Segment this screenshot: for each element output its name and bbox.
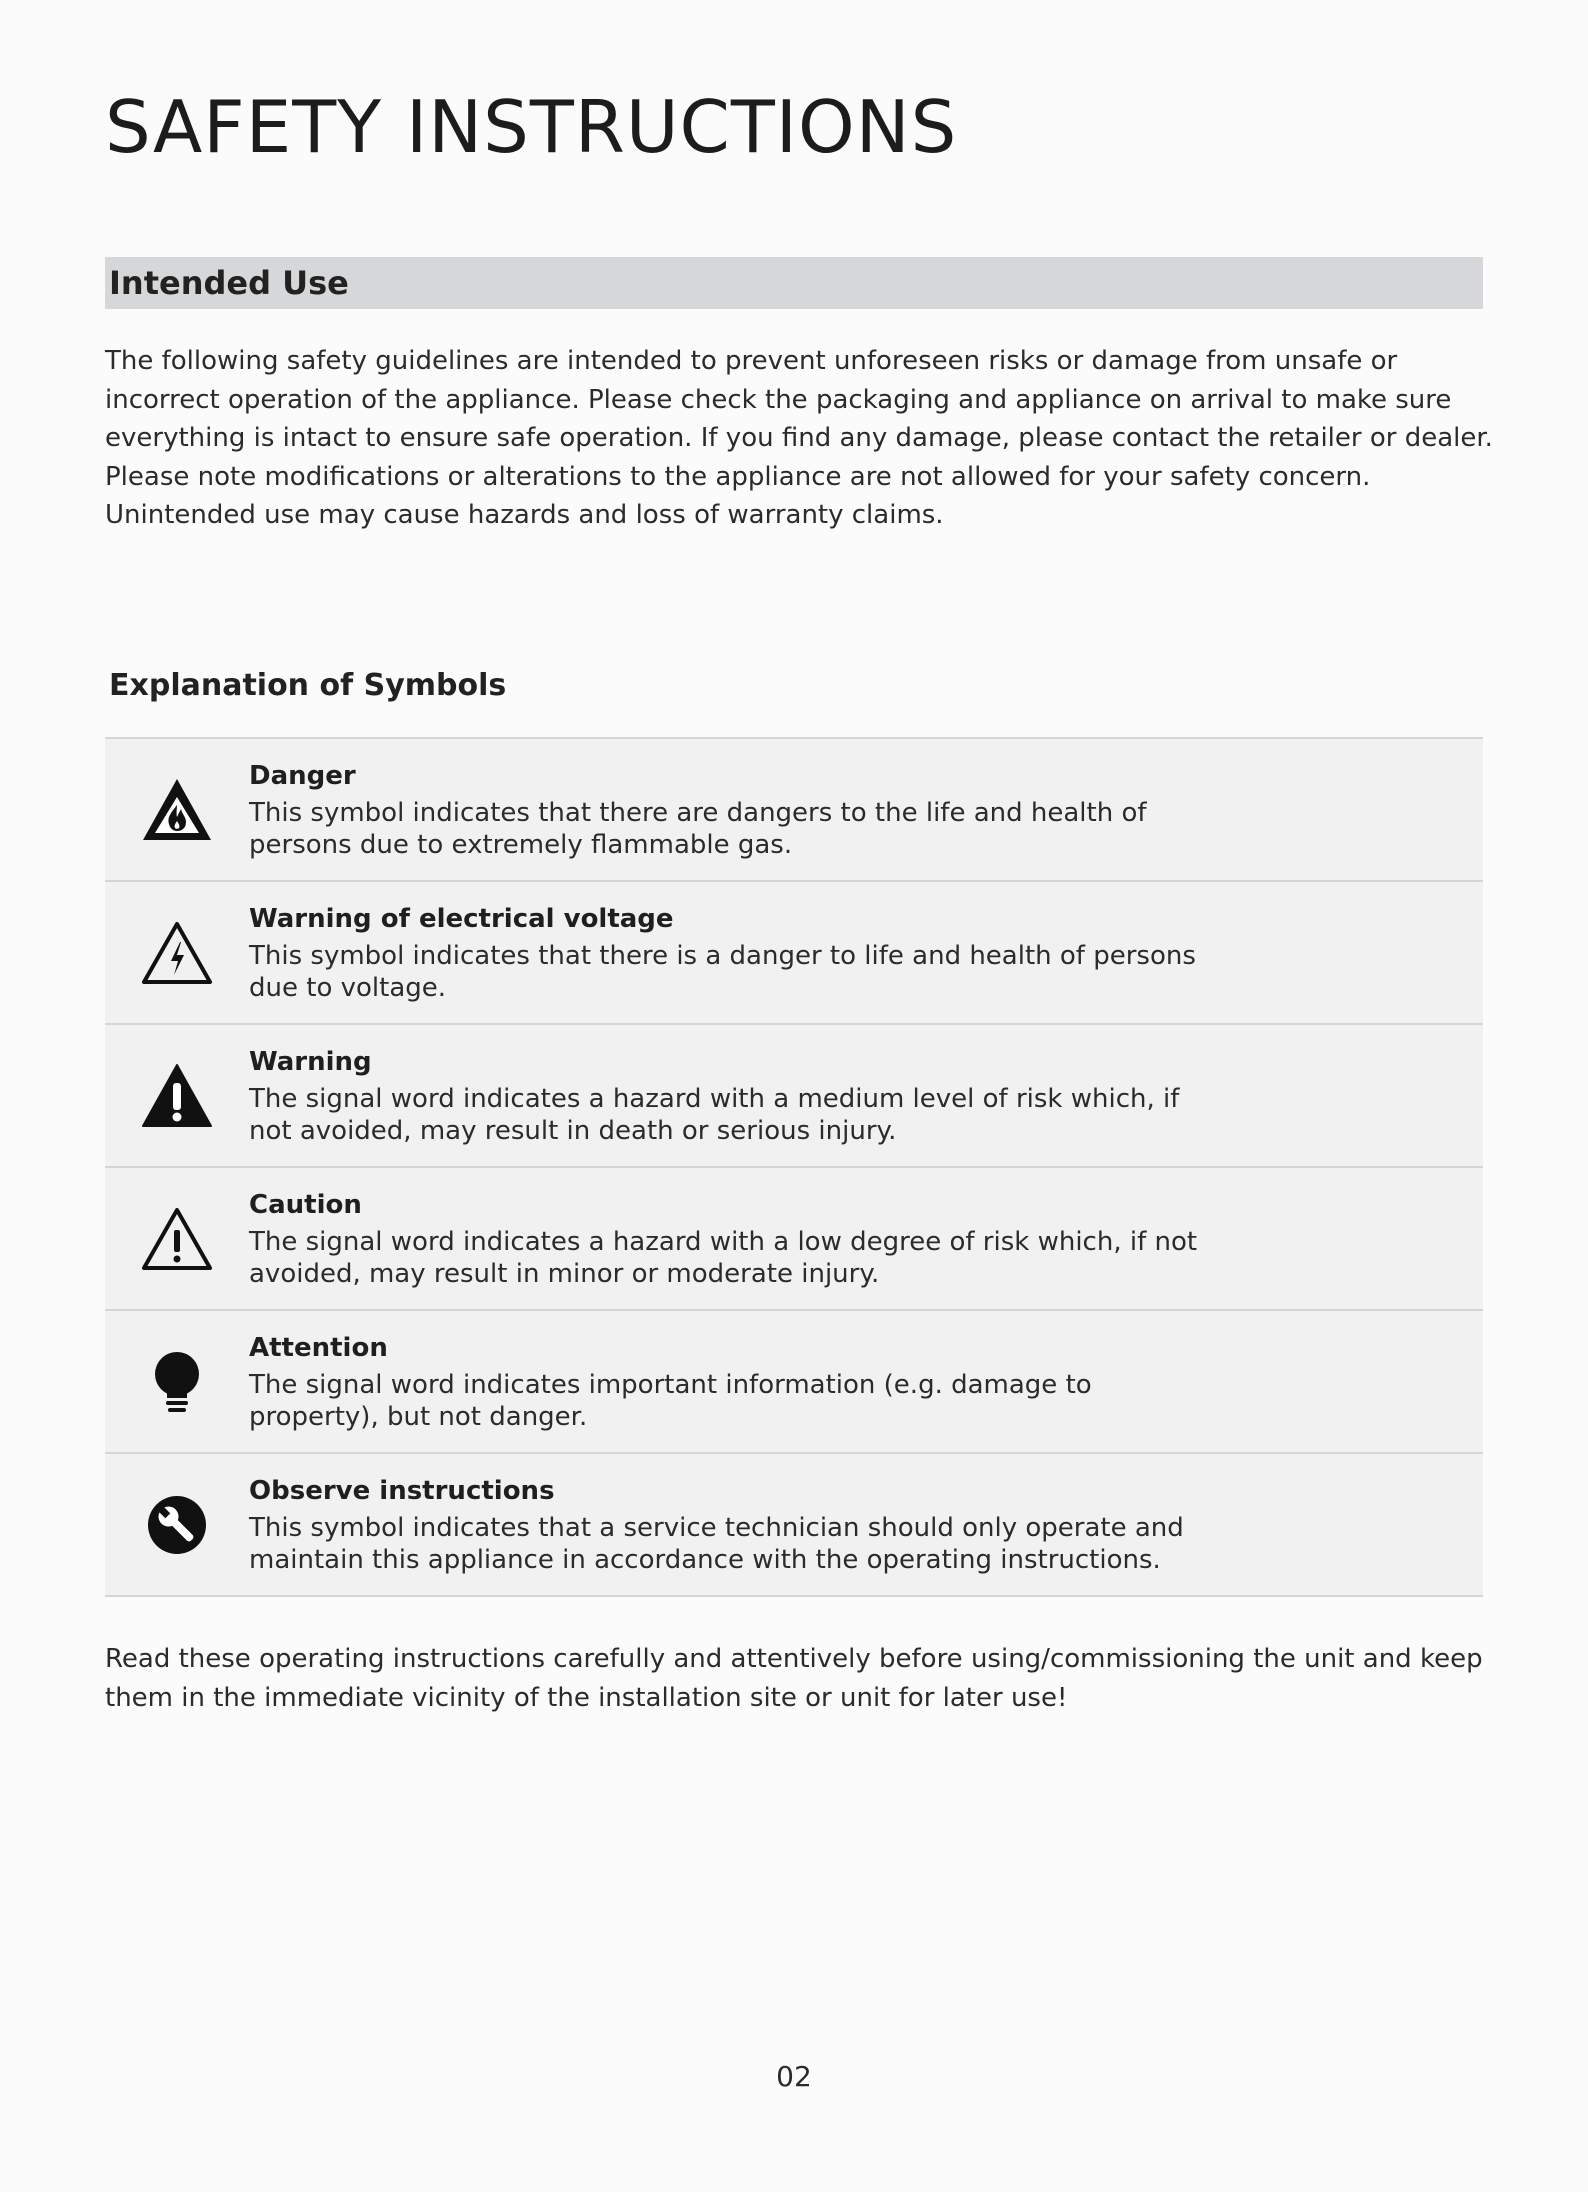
intended-use-heading: Intended Use <box>109 264 349 302</box>
electrical-voltage-warning-icon <box>105 920 249 986</box>
intended-use-body: The following safety guidelines are intended to prevent unforeseen risks or damage from unsafe or incorrect operation of the appliance. Please check the packaging and appliance on arrival to make sure everything is intact to ensure safe operation. If you find any damage, please contact the retailer or dealer. Please note modifications or alterations to the appliance are not allowed for your safety concern. Unintended use may cause hazards and loss of warranty claims. <box>105 346 1493 530</box>
symbol-row-danger <box>105 739 1483 882</box>
symbol-row-electrical-voltage <box>105 882 1483 1025</box>
page-number: 02 <box>776 2060 812 2093</box>
symbol-title: Warning of electrical voltage <box>249 903 674 934</box>
symbol-row-warning <box>105 1025 1483 1168</box>
page-title: SAFETY INSTRUCTIONS <box>105 85 958 169</box>
symbols-heading: Explanation of Symbols <box>109 668 507 703</box>
symbol-title: Attention <box>249 1332 388 1363</box>
flammable-hazard-icon <box>105 777 249 843</box>
lightbulb-icon <box>105 1350 249 1414</box>
symbol-title: Caution <box>249 1189 362 1220</box>
wrench-icon <box>105 1494 249 1556</box>
closing-note: Read these operating instructions carefully and attentively before using/commissioning the unit and keep them in the immediate vicinity of the installation site or unit for later use! <box>105 1644 1483 1713</box>
symbol-row-attention <box>105 1311 1483 1454</box>
symbol-row-caution <box>105 1168 1483 1311</box>
symbol-row-observe-instructions <box>105 1454 1483 1597</box>
symbol-description: This symbol indicates that there are dangers to the life and health of persons due to extremely flammable gas. <box>249 797 1147 860</box>
symbol-description: The signal word indicates a hazard with a medium level of risk which, if not avoided, may result in death or serious injury. <box>249 1083 1180 1146</box>
caution-exclamation-icon <box>105 1206 249 1272</box>
symbol-title: Observe instructions <box>249 1475 555 1506</box>
symbol-description: This symbol indicates that there is a danger to life and health of persons due to voltage. <box>249 940 1196 1003</box>
symbol-description: The signal word indicates important information (e.g. damage to property), but not danger. <box>249 1369 1092 1432</box>
symbol-title: Danger <box>249 760 356 791</box>
symbols-table <box>105 737 1483 1597</box>
intended-use-header <box>105 257 1483 309</box>
symbol-description: This symbol indicates that a service technician should only operate and maintain this appliance in accordance with the operating instructions. <box>249 1512 1184 1575</box>
symbol-title: Warning <box>249 1046 372 1077</box>
warning-exclamation-icon <box>105 1063 249 1129</box>
symbol-description: The signal word indicates a hazard with a low degree of risk which, if not avoided, may result in minor or moderate injury. <box>249 1226 1198 1289</box>
